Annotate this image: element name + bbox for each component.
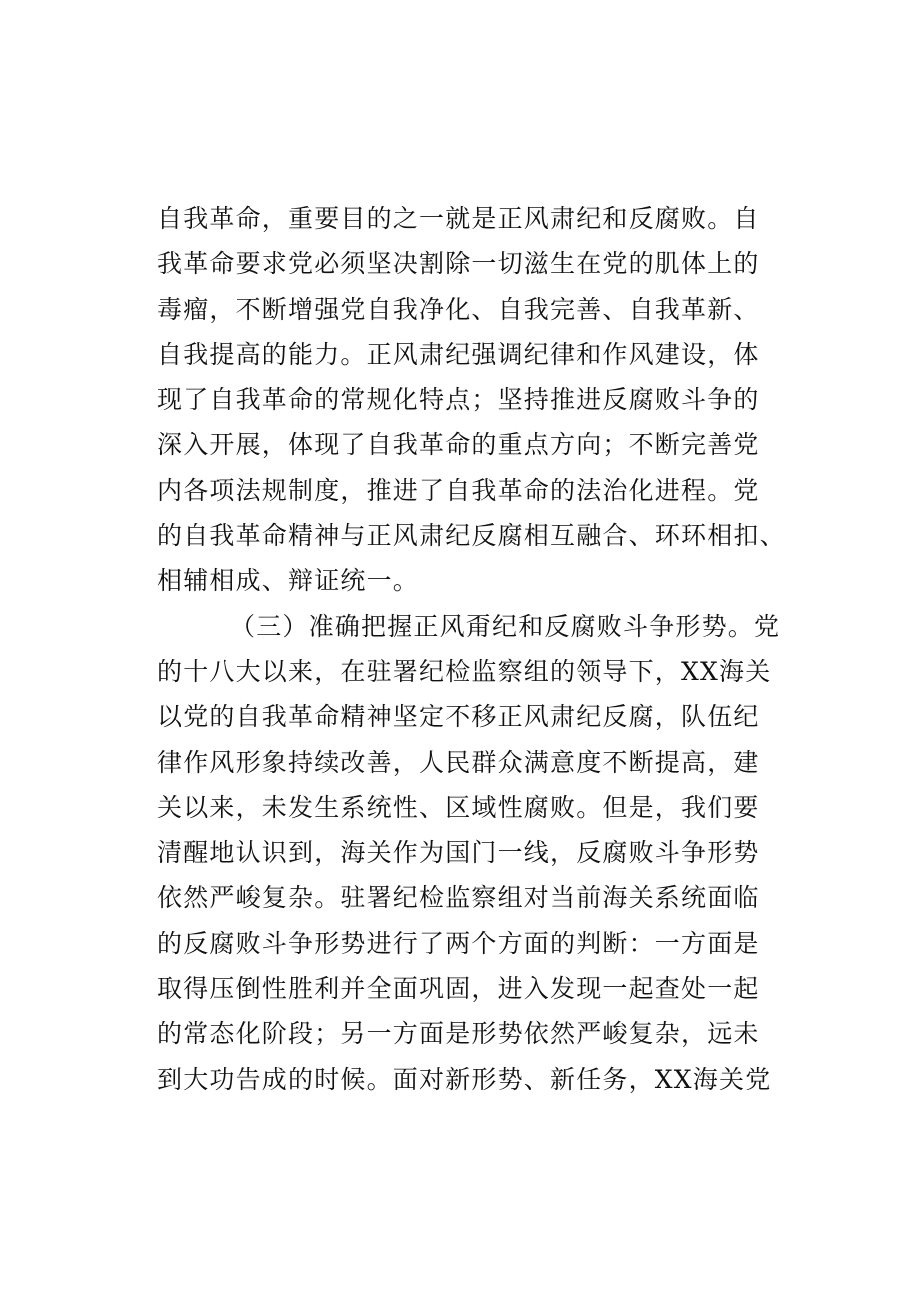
section-heading-line: （三）准确把握正风甭纪和反腐败斗争形势。党 <box>230 611 781 641</box>
text-line: 现了自我革命的常规化特点；坚持推进反腐败斗争的 <box>157 385 760 415</box>
text-line: 依然严峻复杂。驻署纪检监察组对当前海关系统面临 <box>157 883 760 913</box>
text-line: 律作风形象持续改善，人民群众满意度不断提高，建 <box>157 747 760 777</box>
body-text <box>157 196 786 1102</box>
text-line: 自我革命，重要目的之一就是正风肃纪和反腐败。自 <box>157 204 760 233</box>
text-line: 我革命要求党必须坚决割除一切滋生在党的肌体上的 <box>157 249 760 279</box>
text-line: 以党的自我革命精神坚定不移正风肃纪反腐，队伍纪 <box>157 702 760 732</box>
text-line: 清醒地认识到，海关作为国门一线，反腐败斗争形势 <box>157 838 760 868</box>
text-line: 的十八大以来，在驻署纪检监察组的领导下，XX海关 <box>157 656 772 686</box>
text-line: 深入开展，体现了自我革命的重点方向；不断完善党 <box>157 430 760 460</box>
text-line: 的反腐败斗争形势进行了两个方面的判断：一方面是 <box>157 928 760 958</box>
text-line: 的常态化阶段；另一方面是形势依然严峻复杂，远未 <box>157 1019 760 1049</box>
text-line: 毒瘤，不断增强党自我净化、自我完善、自我革新、 <box>157 294 760 324</box>
text-line: 相辅相成、辩证统一。 <box>157 566 420 596</box>
text-line: 自我提高的能力。正风肃纪强调纪律和作风建设，体 <box>157 339 760 369</box>
text-line: 到大功告成的时候。面对新形势、新任务，XX海关党 <box>157 1064 772 1094</box>
text-line: 关以来，未发生系统性、区域性腐败。但是，我们要 <box>157 792 760 822</box>
text-line: 内各项法规制度，推进了自我革命的法治化进程。党 <box>157 475 760 505</box>
text-line: 取得压倒性胜利并全面巩固，进入发现一起查处一起 <box>157 974 760 1004</box>
text-line: 的自我革命精神与正风肃纪反腐相互融合、环环相扣、 <box>157 521 786 551</box>
